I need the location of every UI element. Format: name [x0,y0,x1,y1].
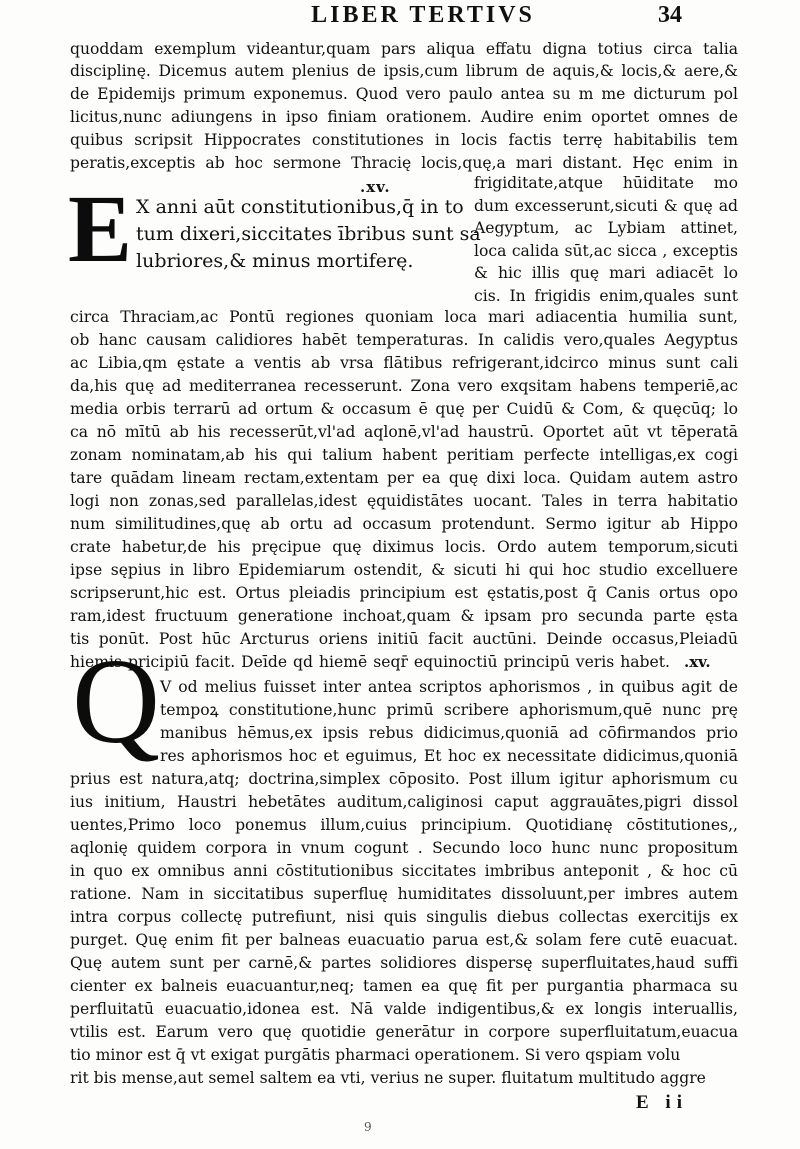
text-line: da,his quę ad mediterranea recesserunt. Zona vero exqsitam habens temperiē,ac [70,377,738,395]
text-line: perfluitatū euacuatio,idonea est. Nā valde indigentibus,& ex longis interuallis, [70,1000,738,1018]
text-line: tempoꝝ constitutione,hunc primū scribere aphorismum,quē nunc prę [160,701,738,719]
text-line: logi non zonas,sed parallelas,idest ęquidistātes uocant. Tales in terra habitatio [70,492,738,510]
text-line: quibus scripsit Hippocrates constitutiones in locis factis terrę habitabilis tem [70,131,738,149]
text-line: vtilis est. Earum vero quę quotidie generātur in corpore superfluitatum,euacua [70,1023,738,1041]
text-line: purget. Quę enim fit per balneas euacuatio parua est,& solam fere cutē euacuat. [70,931,738,949]
text-line: ipse sępius in libro Epidemiarum ostendit, & sicuti hi qui hoc studio excelluere [70,561,738,579]
text-line: quoddam exemplum videantur,quam pars aliqua effatu digna totius circa talia [70,40,738,58]
page-mark: 9 [364,1120,372,1134]
section-number: .xv. [360,178,391,196]
text-line: circa Thraciam,ac Pontū regiones quoniam loca mari adiacentia humilia sunt, [70,308,738,326]
text-line: ca nō mītū ab his recesserūt,vl'ad aqlonē,vl'ad haustrū. Oportet aūt vt tēperatā [70,423,738,441]
text-line: peratis,exceptis ab hoc sermone Thracię locis,quę,a mari distant. Hęc enim in [70,154,738,172]
lemma-line: X anni aūt constitutionibus,q̄ in to [136,196,464,218]
text-line: loca calida sūt,ac sicca , exceptis [474,242,738,260]
text-line: aqlonię quidem corpora in vnum cogunt . Secundo loco hunc nunc propositum [70,839,738,857]
text-line: hiemis pricipiū facit. Deīde qd hiemē seqr̄ equinoctiū principū veris habet. [70,653,670,671]
text-line: media orbis terrarū ad ortum & occasum ē quę per Cuidū & Com, & quęcūq; lo [70,400,738,418]
text-line: dum excesserunt,sicuti & quę ad [474,197,738,215]
text-line: tare quādam lineam rectam,extentam per ea quę dixi loca. Quidam autem astro [70,469,738,487]
text-line: cienter ex balneis euacuantur,neq; tamen ea quę fit per purgantia pharmaca su [70,977,738,995]
folio-number: 34 [658,2,682,28]
text-line: Aegyptum, ac Lybiam attinet, [474,219,738,237]
text-line: de Epidemijs primum exponemus. Quod vero paulo antea su m me dicturum pol [70,85,738,103]
text-line: cis. In frigidis enim,quales sunt [474,287,738,305]
text-line: ob hanc causam calidiores habēt temperaturas. In calidis vero,quales Aegyptus [70,331,738,349]
text-line: disciplinę. Dicemus autem plenius de ipsis,cum librum de aquis,& locis,& aere,& [70,62,738,80]
text-line: frigiditate,atque hūiditate mo [474,174,738,192]
text-line: crate habetur,de his pręcipue quę diximus locis. Ordo autem temporum,sicuti [70,538,738,556]
text-line: tis ponūt. Post hūc Arcturus oriens initiū facit auctūni. Deinde occasus,Pleiadū [70,630,738,648]
text-line: intra corpus collectę putrefiunt, nisi quis singulis diebus collectas exercitijs ex [70,908,738,926]
text-line: in quo ex omnibus anni cōstitutionibus siccitates imbribus anteponit , & hoc cū [70,862,738,880]
text-line: ius initium, Haustri hebetātes auditum,caliginosi caput aggrauātes,pigri dissol [70,793,738,811]
text-line: manibus hēmus,ex ipsis rebus didicimus,quoniā ad cōfirmandos prio [160,724,738,742]
text-line: & hic illis quę mari adiacēt lo [474,264,738,282]
running-title: LIBER TERTIVS [311,2,535,28]
text-line: ac Libia,qm ęstate a ventis ab vrsa flātibus refrigerant,idcirco minus sunt cali [70,354,738,372]
text-line: scripserunt,hic est. Ortus pleiadis principium est ęstatis,post q̄ Canis ortus opo [70,584,738,602]
text-line: V od melius fuisset inter antea scriptos aphorismos , in quibus agit de [160,678,738,696]
signature-mark: E ii [636,1092,688,1113]
drop-cap-q: Q [72,634,161,769]
text-line: tio minor est q̄ vt exigat purgātis pharmaci operationem. Si vero qspiam volu [70,1046,681,1064]
lemma-line: lubriores,& minus mortiferę. [136,250,414,272]
section-number: .xv. [684,653,711,671]
lemma-line: tum dixeri,siccitates ībribus sunt sa [136,223,481,245]
text-line: Quę autem sunt per carnē,& partes solidiores dispersę superfluitates,haud suffi [70,954,738,972]
text-line: zonam nominatam,ab his qui talium habent peritiam perfecte intelligas,ex cogi [70,446,738,464]
text-line: num similitudines,quę ab ortu ad occasum protendunt. Sermo igitur ab Hippo [70,515,738,533]
drop-cap-e: E [68,175,133,282]
text-line: rit bis mense,aut semel saltem ea vti, verius ne super. fluitatum multitudo aggre [70,1069,706,1087]
text-line: ram,idest fructuum generatione inchoat,quam & ipsam pro secunda parte ęsta [70,607,738,625]
text-line: res aphorismos hoc et eguimus, Et hoc ex necessitate didicimus,quoniā [160,747,738,765]
text-line: uentes,Primo loco ponemus illum,cuius principium. Quotidianę cōstitutiones,, [70,816,738,834]
text-line: ratione. Nam in siccitatibus superfluę humiditates dissoluunt,per imbres autem [70,885,738,903]
text-line: prius est natura,atq; doctrina,simplex cōposito. Post illum igitur aphorismum cu [70,770,738,788]
text-line: licitus,nunc adiungens in ipso finiam orationem. Audire enim oportet omnes de [70,108,738,126]
